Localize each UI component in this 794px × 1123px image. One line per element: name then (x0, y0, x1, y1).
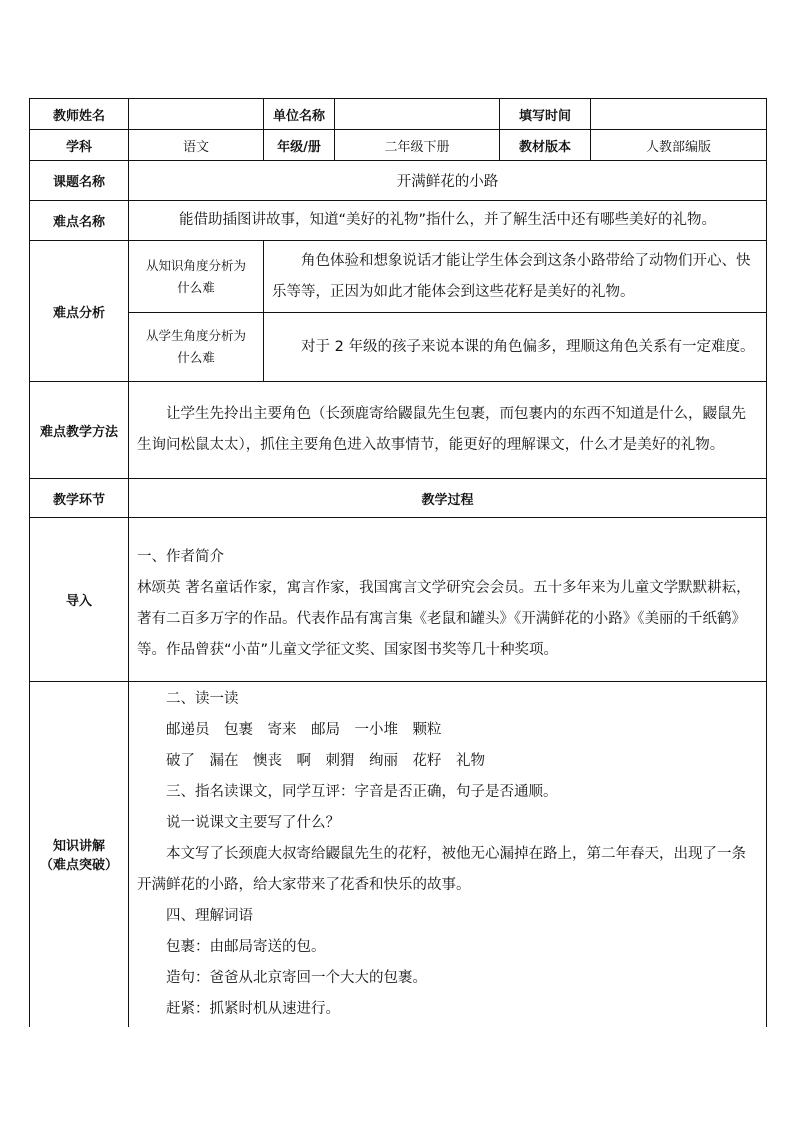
lesson-plan-table (29, 98, 767, 1027)
knowledge-label-line-1: 知识讲解 (52, 839, 105, 855)
edition-label: 教材版本 (500, 130, 591, 161)
intro-heading: 一、作者简介 (137, 548, 224, 565)
process-label: 教学过程 (129, 479, 767, 518)
method-text: 让学生先拎出主要角色（长颈鹿寄给鼹鼠先生包裹，而包裹内的东西不知道是什么，鼹鼠先生询问松鼠太太），抓住主要角色进入故事情节，能更好的理解课文，什么才是美好的礼物。 (129, 382, 767, 479)
analysis-row-knowledge (30, 241, 767, 313)
unit-name-value[interactable] (335, 99, 500, 130)
difficulty-row (30, 201, 767, 241)
method-row (30, 382, 767, 479)
knowledge-label-line-2: （难点突破） (39, 858, 118, 874)
knowledge-line: 邮递员 包裹 寄来 邮局 一小堆 颗粒 (166, 722, 442, 738)
knowledge-line: 赶紧：抓紧时机从速进行。 (166, 1001, 340, 1017)
grade-label: 年级/册 (264, 130, 335, 161)
knowledge-line: 三、指名读课文，同学互评：字音是否正确，句子是否通顺。 (166, 784, 558, 800)
edition-value: 人教部编版 (591, 130, 767, 161)
intro-label: 导入 (30, 518, 129, 682)
knowledge-line: 四、理解词语 (166, 908, 253, 924)
topic-label: 课题名称 (30, 161, 129, 201)
topic-value: 开满鲜花的小路 (129, 161, 767, 201)
student-angle-text: 对于 2 年级的孩子来说本课的角色偏多，理顺这角色关系有一定难度。 (264, 313, 767, 382)
knowledge-content (129, 682, 767, 1027)
knowledge-line: 造句：爸爸从北京寄回一个大大的包裹。 (166, 970, 427, 986)
header-row-1 (30, 99, 767, 130)
intro-text: 林颂英 著名童话作家，寓言作家，我国寓言文学研究会会员。五十多年来为儿童文学默默耕耘，著有二百多万字的作品。代表作品有寓言集《老鼠和罐头》《开满鲜花的小路》《美丽的千纸鹤》等。作品曾获“小苗”儿童文学征文奖、国家图书奖等几十种奖项。 (137, 579, 751, 658)
analysis-row-student (30, 313, 767, 382)
teacher-name-label: 教师姓名 (30, 99, 129, 130)
knowledge-line: 说一说课文主要写了什么？ (166, 815, 340, 831)
student-angle-label-line-2: 什么难 (177, 350, 215, 365)
knowledge-label (30, 682, 129, 1027)
header-row-2 (30, 130, 767, 161)
teacher-name-value[interactable] (129, 99, 264, 130)
subject-value: 语文 (129, 130, 264, 161)
student-angle-label (129, 313, 264, 382)
unit-name-label: 单位名称 (264, 99, 335, 130)
knowledge-angle-label-line-2: 什么难 (177, 279, 215, 295)
analysis-label: 难点分析 (30, 241, 129, 382)
difficulty-label: 难点名称 (30, 201, 129, 241)
knowledge-row (30, 682, 767, 1027)
stage-label: 教学环节 (30, 479, 129, 518)
knowledge-angle-text: 角色体验和想象说话才能让学生体会到这条小路带给了动物们开心、快乐等等，正因为如此才能体会到这些花籽是美好的礼物。 (264, 241, 767, 313)
intro-row (30, 518, 767, 682)
fill-date-label: 填写时间 (500, 99, 591, 130)
knowledge-angle-label (129, 241, 264, 313)
fill-date-value[interactable] (591, 99, 767, 130)
topic-row (30, 161, 767, 201)
difficulty-value: 能借助插图讲故事，知道“美好的礼物”指什么，并了解生活中还有哪些美好的礼物。 (129, 201, 767, 241)
knowledge-angle-label-line-1: 从知识角度分析为 (145, 257, 246, 273)
method-label: 难点教学方法 (30, 382, 129, 479)
knowledge-line: 破了 漏在 懊丧 啊 刺猬 绚丽 花籽 礼物 (166, 753, 485, 769)
knowledge-summary: 本文写了长颈鹿大叔寄给鼹鼠先生的花籽，被他无心漏掉在路上，第二年春天，出现了一条开满鲜花的小路，给大家带来了花香和快乐的故事。 (137, 846, 746, 893)
student-angle-label-line-1: 从学生角度分析为 (145, 328, 246, 343)
knowledge-line: 二、读一读 (166, 691, 239, 707)
subject-label: 学科 (30, 130, 129, 161)
process-header-row (30, 479, 767, 518)
intro-content (129, 518, 767, 682)
knowledge-line: 包裹：由邮局寄送的包。 (166, 939, 326, 955)
grade-value: 二年级下册 (335, 130, 500, 161)
